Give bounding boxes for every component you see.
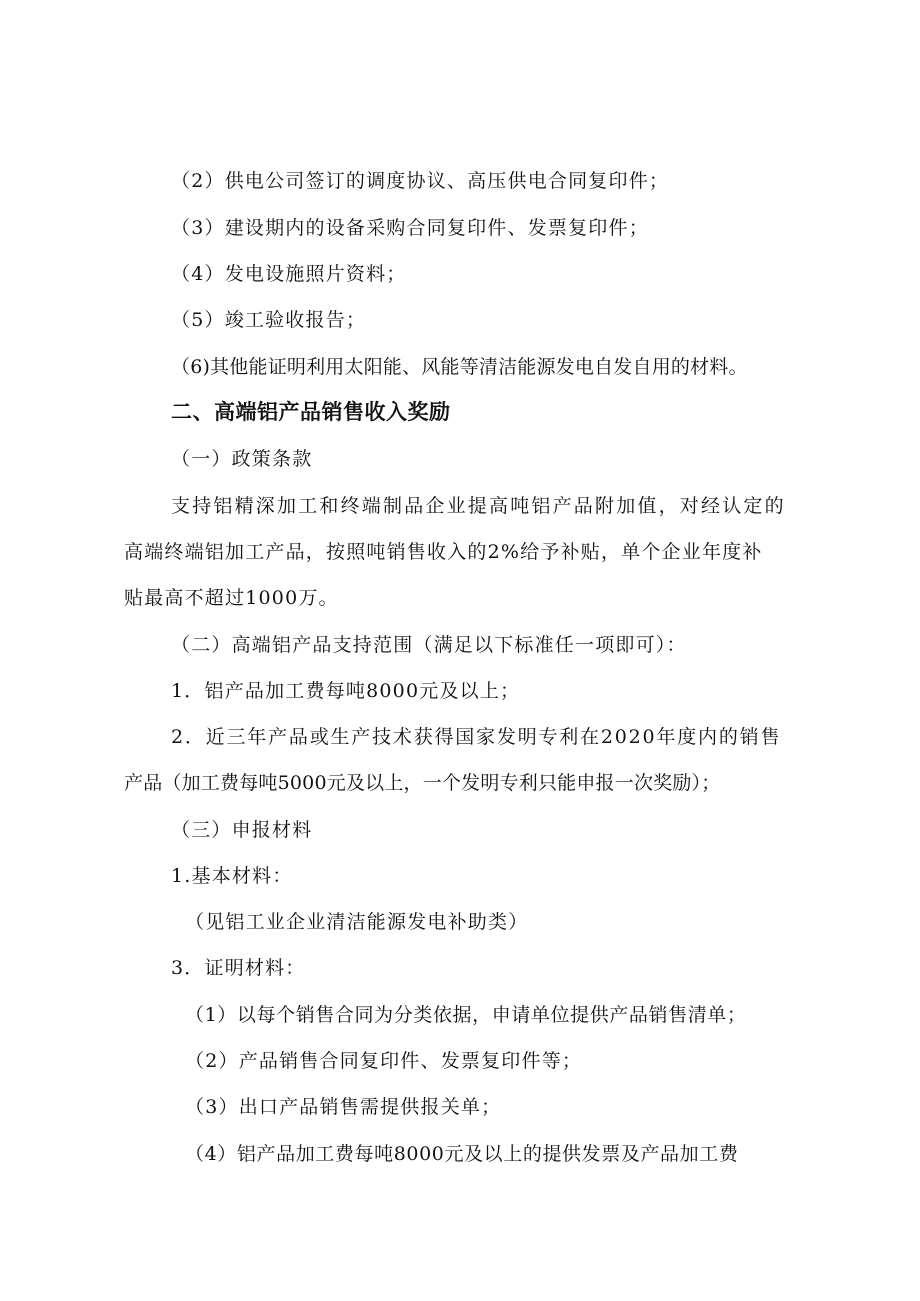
subsection-heading-2: （二）高端铝产品支持范围（满足以下标准任一项即可）： [171, 634, 687, 656]
criteria-item-1: 1．铝产品加工费每吨8000元及以上； [171, 680, 521, 702]
list-item-3: （3）建设期内的设备采购合同复印件、发票复印件； [171, 217, 649, 239]
materials-note: （见铝工业企业清洁能源发电补助类） [185, 911, 529, 933]
subsection-heading-1: （一）政策条款 [171, 448, 313, 470]
list-item-2: （2）供电公司签订的调度协议、高压供电合同复印件； [171, 170, 670, 192]
paragraph-line-3: 贴最高不超过1000万。 [124, 587, 339, 609]
proof-item-2: （2）产品销售合同复印件、发票复印件等； [185, 1050, 583, 1072]
list-item-5: （5）竣工验收报告； [171, 309, 367, 331]
section-heading: 二、高端铝产品销售收入奖励 [171, 400, 451, 424]
subsection-heading-3: （三）申报材料 [171, 819, 313, 841]
criteria-item-2-line-2: 产品（加工费每吨5000元及以上，一个发明专利只能申报一次奖励）； [124, 772, 721, 794]
proof-item-1: （1）以每个销售合同为分类依据，申请单位提供产品销售清单； [185, 1004, 747, 1026]
proof-item-4: （4）铝产品加工费每吨8000元及以上的提供发票及产品加工费 [185, 1143, 739, 1165]
paragraph-line-2: 高端终端铝加工产品，按照吨销售收入的2%给予补贴，单个企业年度补 [124, 541, 763, 563]
criteria-item-2-line-1: 2．近三年产品或生产技术获得国家发明专利在2020年度内的销售 [171, 726, 782, 748]
materials-item-1: 1.基本材料： [171, 865, 293, 887]
materials-item-3: 3．证明材料： [171, 957, 306, 979]
list-item-4: （4）发电设施照片资料； [171, 263, 407, 285]
list-item-6: （6)其他能证明利用太阳能、风能等清洁能源发电自发自用的材料。 [171, 356, 748, 378]
proof-item-3: （3）出口产品销售需提供报关单； [185, 1096, 502, 1118]
paragraph-line-1: 支持铝精深加工和终端制品企业提高吨铝产品附加值，对经认定的 [171, 495, 786, 517]
